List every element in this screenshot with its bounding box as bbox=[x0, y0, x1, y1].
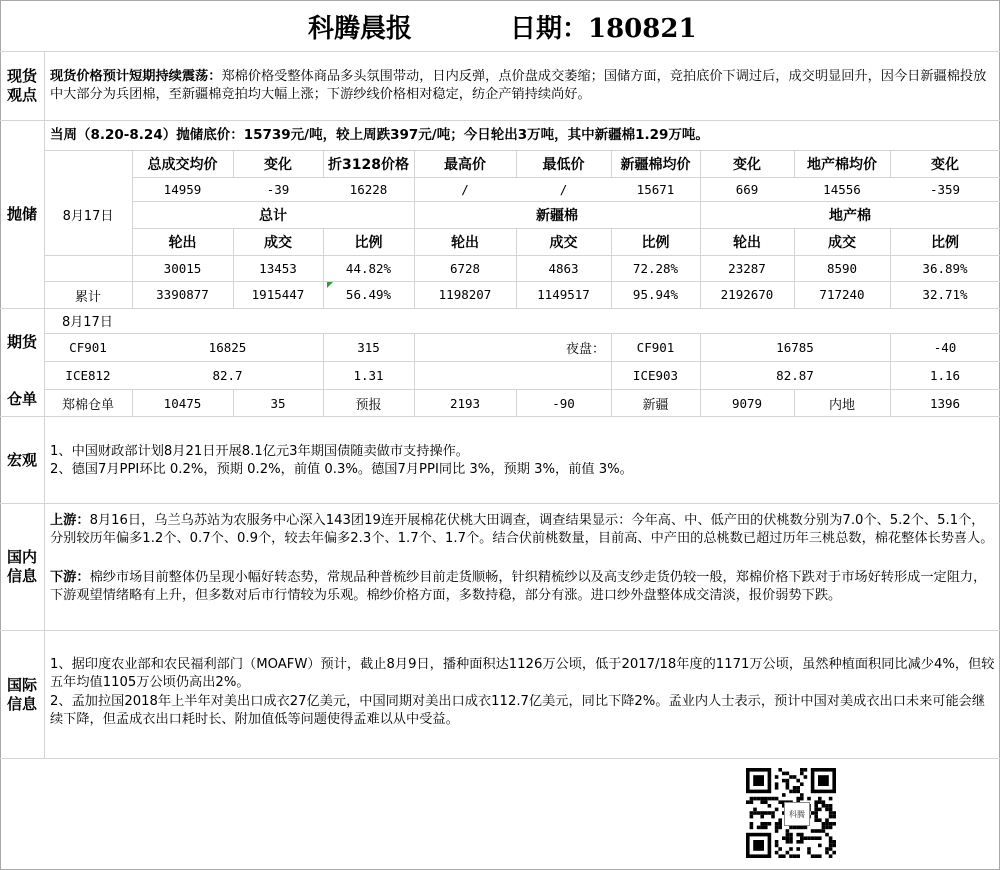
row-v1-cell: 15671 bbox=[636, 181, 675, 197]
row-v1-cell: 14556 bbox=[823, 181, 861, 197]
row-v2-cell: 44.82% bbox=[345, 260, 392, 276]
row-h1-cell: 变化 bbox=[264, 156, 292, 173]
qr-code bbox=[742, 768, 850, 858]
reserve-summary: 当周（8.20-8.24）抛储底价：15739元/吨，较上周跌397元/吨；今日轮出3万吨，其中新疆棉1.29万吨。 bbox=[50, 127, 709, 143]
section-domestic: 国内信息 bbox=[6, 548, 37, 585]
macro-line-1: 1、中国财政部计划8月21日开展8.1亿元3年期国债随卖做市支持操作。 bbox=[50, 444, 469, 459]
warehouse-forecast-change: -90 bbox=[552, 395, 575, 411]
reserve-group-header: 总计 bbox=[259, 207, 287, 224]
section-international: 国际信息 bbox=[6, 675, 37, 713]
futures-night-label: 夜盘： bbox=[565, 341, 605, 357]
qr-logo bbox=[784, 802, 810, 826]
row-v2-cell: 4863 bbox=[548, 260, 579, 276]
warehouse-forecast-label: 预报 bbox=[355, 397, 382, 413]
qr-caption: 科腾 bbox=[789, 809, 805, 819]
row-h1-cell: 新疆棉均价 bbox=[620, 156, 691, 173]
section-spot: 现货观点 bbox=[6, 67, 37, 104]
section-reserve: 抛储 bbox=[6, 205, 37, 223]
row-h1-cell: 最高价 bbox=[444, 156, 486, 173]
row-v3-cell: 32.71% bbox=[922, 287, 968, 302]
row-v2-cell: 8590 bbox=[826, 260, 858, 276]
row-h1-cell: 最低价 bbox=[542, 156, 585, 173]
domestic-upstream-text: 8月16日，乌兰乌苏站为农服务中心深入143团19连开展棉花伏桃大田调查，调查结果显示：今年高、中、低产田的伏桃数分别为7.0个、5.2个、5.1个，分别较历年偏多1.2个、0.7个、0.9个，较去年偏多2.3个、1.7个、1.7个。结合伏前桃数量，目前高、中产田的总桃数已超过历年三桃总数，棉花整体长势喜人。 bbox=[50, 513, 994, 546]
warehouse-value: 10475 bbox=[163, 395, 202, 411]
row-v2-cell: 23287 bbox=[728, 260, 766, 276]
spot-view-text bbox=[50, 68, 994, 103]
row-v2-cell: 30015 bbox=[163, 260, 202, 276]
section-warehouse: 仓单 bbox=[6, 389, 37, 408]
warehouse-inland-value: 1396 bbox=[929, 395, 961, 411]
row-v1-cell: -39 bbox=[266, 181, 290, 197]
macro-line-2: 2、德国7月PPI环比 0.2%，预期 0.2%，前值 0.3%。德国7月PPI同比 3%，预期 3%，前值 3%。 bbox=[50, 462, 633, 477]
futures-cf901-night-change: -40 bbox=[933, 339, 957, 355]
row-v1-cell: 669 bbox=[735, 181, 759, 197]
domestic-downstream-text: 棉纱市场目前整体仍呈现小幅好转态势，常规品种普梳纱目前走货顺畅，针织精梳纱以及高支纱走货仍较一般，郑棉价格下跌对于市场好转形成一定阻力，下游观望情绪略有上升，但多数对后市行情较为乐观。棉纱价格方面，多数持稳，部分有涨。进口纱外盘整体成交清淡，报价弱势下跌。 bbox=[50, 570, 987, 603]
futures-ice903-change: 1.16 bbox=[929, 367, 961, 383]
row-h1-cell: 变化 bbox=[733, 156, 761, 173]
row-h1-cell: 折3128价格 bbox=[328, 156, 409, 173]
row-h2-cell: 成交 bbox=[264, 234, 292, 251]
reserve-group-header: 地产棉 bbox=[829, 207, 871, 224]
row-h2-cell: 比例 bbox=[931, 234, 959, 251]
futures-ice903-label: ICE903 bbox=[632, 367, 679, 383]
section-macro: 宏观 bbox=[6, 450, 37, 469]
row-h1-cell: 总成交均价 bbox=[147, 156, 218, 173]
row-v1-cell: 16228 bbox=[349, 181, 388, 197]
row-v2-cell: 13453 bbox=[259, 260, 297, 276]
row-v3-cell: 3390877 bbox=[156, 287, 209, 302]
row-v1-cell: / bbox=[559, 181, 568, 197]
domestic-upstream bbox=[50, 512, 996, 547]
row-v1-cell: -359 bbox=[929, 181, 961, 197]
row-v3-cell: 56.49% bbox=[345, 287, 392, 302]
domestic-downstream-label: 下游： bbox=[50, 570, 90, 585]
warehouse-inland-label: 内地 bbox=[828, 397, 855, 413]
row-v3-cell: 2192670 bbox=[720, 287, 774, 302]
row-v2-cell: 36.89% bbox=[922, 260, 968, 276]
reserve-group-header: 新疆棉 bbox=[536, 207, 578, 224]
futures-ice812-price: 82.7 bbox=[212, 367, 243, 383]
row-v3-cell: 1915447 bbox=[251, 287, 305, 302]
row-h2-cell: 比例 bbox=[354, 234, 383, 251]
spot-view-lead: 现货价格预计短期持续震荡： bbox=[50, 69, 222, 84]
row-h2-cell: 轮出 bbox=[733, 234, 761, 251]
international-line-2: 2、孟加拉国2018年上半年对美出口成衣27亿美元，中国同期对美出口成衣112.7亿美元，同比下降2%。孟业内人士表示，预计中国对美成衣出口未来可能会继续下降，但孟成衣出口耗时长、附加值低等问题使得孟难以从中受益。 bbox=[50, 694, 986, 727]
international-line-1: 1、据印度农业部和农民福利部门（MOAFW）预计，截止8月9日，播种面积达1126万公顷，低于2017/18年度的1171万公顷，虽然种植面积同比减少4%，但较五年均值1105万公顷仍高出2%。 bbox=[50, 657, 995, 690]
row-v3-cell: 1149517 bbox=[537, 287, 590, 302]
futures-cf901-change: 315 bbox=[357, 339, 380, 355]
row-v1-cell: / bbox=[461, 181, 469, 197]
reserve-cumulative-label: 累计 bbox=[74, 289, 101, 305]
warehouse-label: 郑棉仓单 bbox=[61, 397, 114, 413]
row-h2-cell: 成交 bbox=[828, 234, 856, 251]
futures-ice812-label: ICE812 bbox=[65, 367, 111, 383]
futures-ice812-change: 1.31 bbox=[353, 367, 384, 383]
report-date: 日期：180821 bbox=[510, 13, 697, 44]
domestic-upstream-label: 上游： bbox=[50, 513, 90, 528]
row-h2-cell: 比例 bbox=[641, 234, 670, 251]
warehouse-xinjiang-label: 新疆 bbox=[642, 397, 669, 413]
section-futures: 期货 bbox=[6, 332, 37, 351]
row-h1-cell: 变化 bbox=[931, 156, 959, 173]
warehouse-xinjiang-value: 9079 bbox=[731, 395, 763, 411]
domestic-downstream bbox=[50, 569, 996, 604]
futures-cf901-night-label: CF901 bbox=[636, 339, 675, 355]
row-v3-cell: 95.94% bbox=[632, 287, 679, 302]
report-title: 科腾晨报 bbox=[308, 13, 413, 44]
row-v2-cell: 6728 bbox=[449, 260, 481, 276]
row-v2-cell: 72.28% bbox=[632, 260, 679, 276]
row-v3-cell: 1198207 bbox=[438, 287, 492, 302]
futures-cf901-night-price: 16785 bbox=[776, 339, 814, 355]
row-h1-cell: 地产棉均价 bbox=[807, 156, 877, 173]
row-v3-cell: 717240 bbox=[819, 287, 865, 302]
row-v1-cell: 14959 bbox=[163, 181, 202, 197]
warehouse-change: 35 bbox=[270, 395, 286, 411]
futures-date: 8月17日 bbox=[62, 314, 113, 330]
futures-ice903-price: 82.87 bbox=[776, 367, 814, 383]
warehouse-forecast-value: 2193 bbox=[449, 395, 481, 411]
futures-cf901-price: 16825 bbox=[208, 339, 247, 355]
spot-view-body: 郑棉价格受整体商品多头氛围带动，日内反弹，点价盘成交萎缩；国储方面，竞拍底价下调过后，成交明显回升，因今日新疆棉投放中大部分为兵团棉，至新疆棉竞拍均大幅上涨；下游纱线价格相对稳定，纺企产销持续尚好。 bbox=[50, 69, 987, 102]
futures-cf901-label: CF901 bbox=[69, 339, 107, 355]
row-h2-cell: 轮出 bbox=[451, 234, 479, 251]
row-h2-cell: 轮出 bbox=[168, 234, 197, 251]
row-h2-cell: 成交 bbox=[549, 234, 578, 251]
reserve-date: 8月17日 bbox=[62, 208, 114, 224]
